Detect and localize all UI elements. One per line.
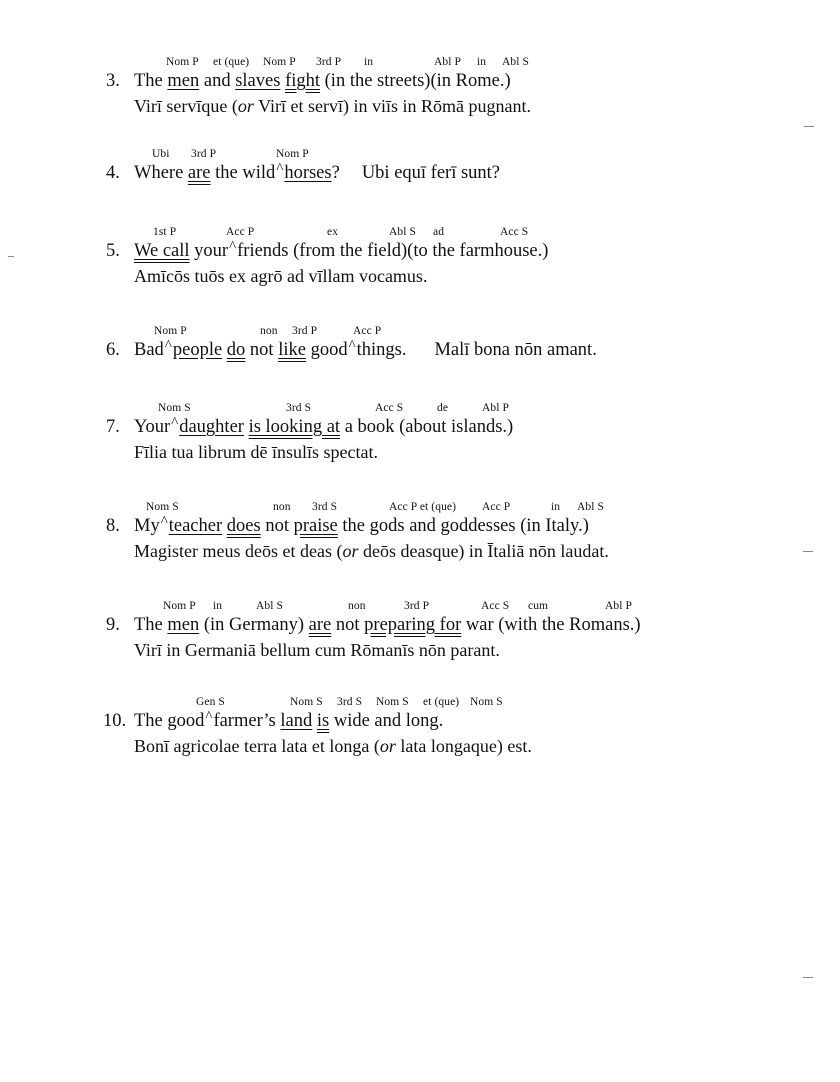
verb-word: does [226,516,261,536]
english-sentence: 3. The men and slaves fight (in the streets)(in Rome.) [106,71,511,91]
grammar-note: Abl S [256,600,284,612]
grammar-note: Acc P et (que) [389,501,457,513]
grammar-note: 3rd P [191,148,217,160]
insertion-caret: ^ [160,514,168,530]
item-number: 7. [106,417,120,437]
grammar-note: Nom P [154,325,187,337]
insertion-caret: ^ [276,161,284,177]
grammar-note: et (que) [423,696,460,708]
latin-translation: Bonī agricolae terra lata et longa (or lata longaque) est. [134,736,532,756]
grammar-note: ad [433,226,445,238]
grammar-note: in [551,501,561,513]
grammar-note: Abl S [502,56,530,68]
verb-phrase: preparing for [364,615,462,635]
grammar-note: ex [327,226,339,238]
grammar-note: Nom P [166,56,199,68]
grammar-note: 3rd S [312,501,338,513]
grammar-note: Acc S [481,600,510,612]
item-number: 6. [106,340,120,360]
grammar-note: 3rd S [286,402,312,414]
grammar-note: Gen S [196,696,225,708]
grammar-note: Abl P [605,600,633,612]
subject-word: land [280,711,313,731]
grammar-note: Acc P [226,226,255,238]
grammar-note: Nom P [263,56,296,68]
verb-word: like [278,340,306,360]
verb-word: fight [285,71,321,91]
grammar-note: Acc S [375,402,404,414]
latin-translation: Amīcōs tuōs ex agrō ad vīllam vocamus. [134,266,428,286]
insertion-caret: ^ [229,239,237,255]
grammar-note: Nom S [376,696,409,708]
scan-mark [803,977,813,978]
grammar-note: cum [528,600,549,612]
english-sentence: 5. We call your^friends (from the field)(to the farmhouse.) [106,239,549,261]
grammar-note: in [477,56,487,68]
verb-word: do [226,340,246,360]
subject-word: people [172,340,223,360]
item-number: 4. [106,163,120,183]
insertion-caret: ^ [171,415,179,431]
scan-mark [803,551,813,552]
grammar-note: 3rd P [404,600,430,612]
grammar-note: 3rd P [292,325,318,337]
grammar-notes [0,226,840,240]
insertion-caret: ^ [348,338,356,354]
grammar-note: et (que) [213,56,250,68]
grammar-note: non [273,501,291,513]
grammar-note: 1st P [153,226,177,238]
subject-word: daughter [179,417,244,437]
grammar-notes [0,696,840,710]
insertion-caret: ^ [205,709,213,725]
item-number: 3. [106,71,120,91]
subject-verb-phrase: We call [134,241,190,261]
verb-word: are [308,615,332,635]
subject-word: horses [284,163,332,183]
grammar-notes [0,402,840,416]
subject-word: slaves [235,71,281,91]
grammar-note: Acc P [353,325,382,337]
grammar-note: Abl P [434,56,462,68]
grammar-note: Nom S [290,696,323,708]
grammar-note: Abl P [482,402,510,414]
grammar-note: non [260,325,278,337]
latin-translation: Virī servīque (or Virī et servī) in viīs in Rōmā pugnant. [134,96,531,116]
grammar-note: Nom P [276,148,309,160]
grammar-note: 3rd S [337,696,363,708]
latin-translation: Ubi equī ferī sunt? [361,163,501,183]
verb-word: are [187,163,211,183]
grammar-note: Abl S [577,501,605,513]
english-sentence: 7. Your^daughter is looking at a book (about islands.) [106,415,514,437]
item-number: 5. [106,241,120,261]
grammar-note: de [437,402,449,414]
latin-translation: Malī bona nōn amant. [434,340,597,360]
item-number: 10. [103,711,127,731]
grammar-note: non [348,600,366,612]
grammar-notes [0,56,840,70]
latin-translation: Virī in Germaniā bellum cum Rōmanīs nōn parant. [134,640,500,660]
grammar-note: Acc S [500,226,529,238]
verb-word: praise [293,516,338,536]
verb-word: is [316,711,330,731]
subject-word: teacher [168,516,223,536]
verb-phrase: is looking at [248,417,341,437]
grammar-note: 3rd P [316,56,342,68]
english-sentence: 9. The men (in Germany) are not preparing for war (with the Romans.) [106,615,641,635]
grammar-note: Nom P [163,600,196,612]
grammar-note: in [213,600,223,612]
subject-word: men [167,615,200,635]
english-sentence: 8. My^teacher does not praise the gods and goddesses (in Italy.) [106,514,589,536]
english-sentence: 4. Where are the wild^horses? Ubi equī ferī sunt? [106,161,501,183]
grammar-note: Nom S [146,501,179,513]
insertion-caret: ^ [164,338,172,354]
item-number: 8. [106,516,120,536]
grammar-notes [0,148,840,162]
grammar-notes [0,600,840,614]
grammar-note: Nom S [470,696,503,708]
subject-word: men [167,71,200,91]
latin-translation: Fīlia tua librum dē īnsulīs spectat. [134,442,378,462]
grammar-note: Nom S [158,402,191,414]
english-sentence: 10. The good^farmer’s land is wide and long. [103,709,444,731]
item-number: 9. [106,615,120,635]
scan-mark [8,256,14,257]
scan-mark [804,126,814,127]
grammar-note: Acc P [482,501,511,513]
grammar-notes [0,501,840,515]
grammar-note: in [364,56,374,68]
grammar-notes [0,325,840,339]
latin-translation: Magister meus deōs et deas (or deōs deasque) in Ītaliā nōn laudat. [134,541,609,561]
grammar-note: Ubi [152,148,170,160]
grammar-note: Abl S [389,226,417,238]
english-sentence: 6. Bad^people do not like good^things. Malī bona nōn amant. [106,338,597,360]
